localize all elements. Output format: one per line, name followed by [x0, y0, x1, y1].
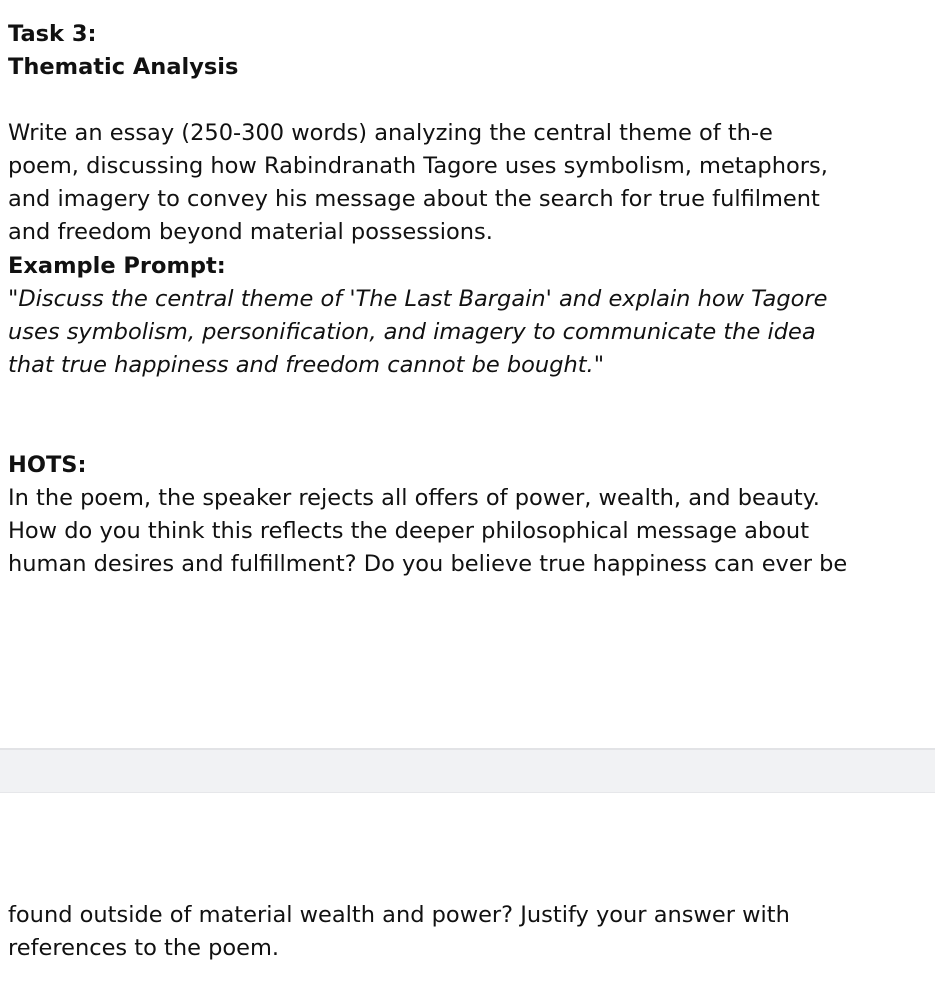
hots-line: found outside of material wealth and power? Justify your answer with: [8, 902, 790, 928]
hots-question: [8, 482, 923, 581]
hots-line: human desires and fulfillment? Do you believe true happiness can ever be: [8, 551, 848, 577]
task-title: Thematic Analysis: [8, 54, 239, 80]
task-label: Task 3:: [8, 21, 97, 47]
instructions-line: Write an essay (250-300 words) analyzing the central theme of th-e: [8, 120, 773, 146]
hots-heading: HOTS:: [8, 452, 87, 478]
hots-line: references to the poem.: [8, 935, 280, 961]
instructions-line: and freedom beyond material possessions.: [8, 219, 493, 245]
example-line: "Discuss the central theme of 'The Last Bargain' and explain how Tagore: [8, 286, 828, 312]
hots-line: How do you think this reflects the deeper philosophical message about: [8, 518, 810, 544]
example-prompt-heading: Example Prompt:: [8, 253, 226, 279]
page-separator: [0, 748, 935, 793]
document-page-2: [0, 793, 935, 995]
hots-line: In the poem, the speaker rejects all offers of power, wealth, and beauty.: [8, 485, 820, 511]
instructions-paragraph: [8, 117, 923, 249]
example-line: that true happiness and freedom cannot be bought.": [8, 352, 605, 378]
instructions-line: and imagery to convey his message about the search for true fulfilment: [8, 186, 820, 212]
example-prompt-text: [8, 283, 923, 382]
hots-question-continued: [8, 899, 923, 965]
instructions-line: poem, discussing how Rabindranath Tagore uses symbolism, metaphors,: [8, 153, 828, 179]
example-line: uses symbolism, personification, and imagery to communicate the idea: [8, 319, 816, 345]
